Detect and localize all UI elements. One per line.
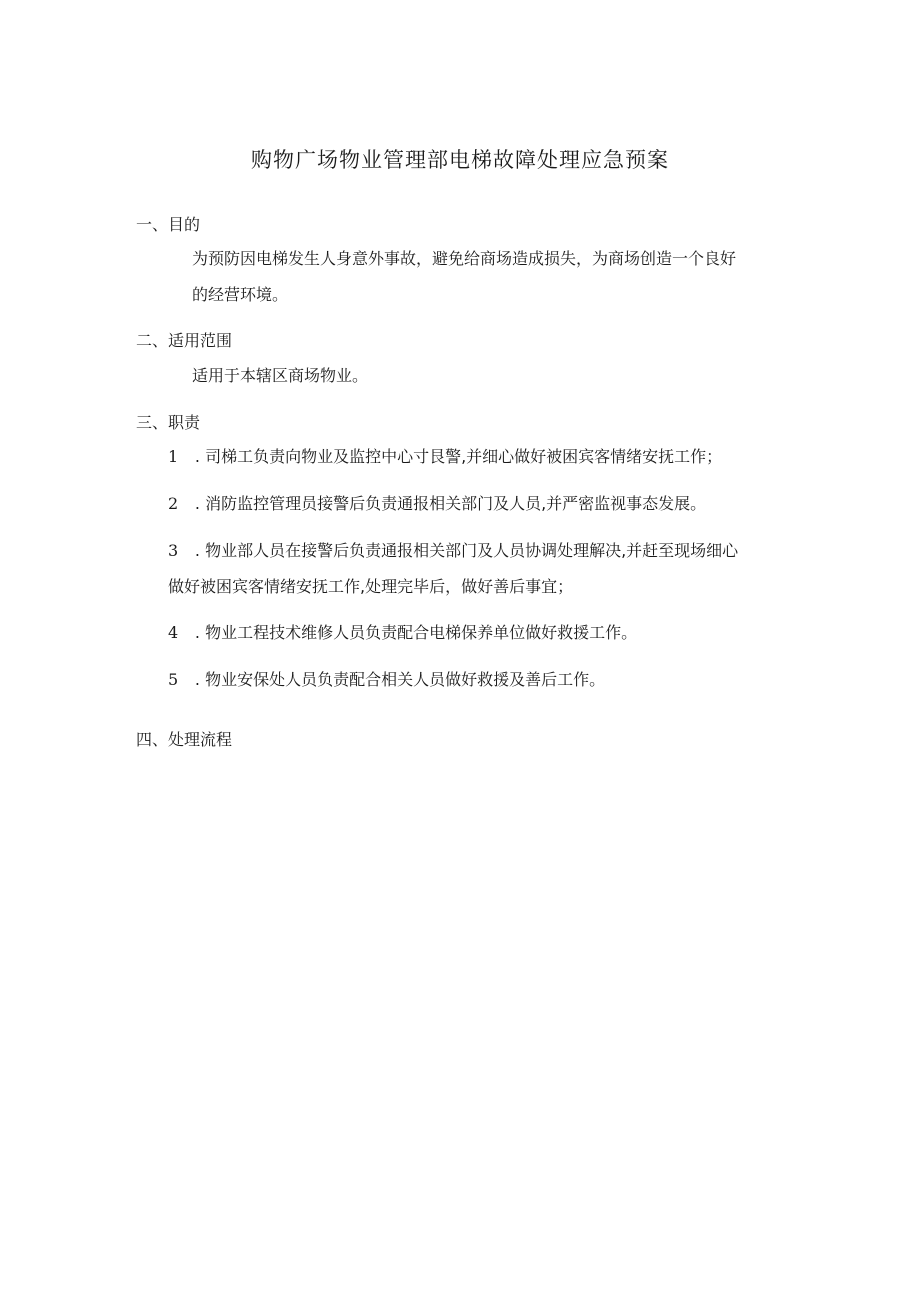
duty-number: 5 — [168, 670, 179, 689]
duty-item-5: 5 . 物业安保处人员负责配合相关人员做好救援及善后工作。 — [168, 670, 606, 689]
purpose-line-1: 为预防因电梯发生人身意外事故，避免给商场造成损失，为商场创造一个良好 — [192, 249, 737, 268]
duty-item-1: 1 . 司梯工负责向物业及监控中心寸艮警,并细心做好被困宾客情绪安抚工作； — [168, 447, 723, 466]
duty-item-4: 4 . 物业工程技术维修人员负责配合电梯保养单位做好救援工作。 — [168, 623, 638, 642]
duty-number: 2 — [168, 494, 179, 513]
duty-number: 1 — [168, 447, 179, 466]
duty-text: 物业部人员在接警后负责通报相关部门及人员协调处理解决,并赶至现场细心 — [205, 541, 739, 560]
scope-paragraph: 适用于本辖区商场物业。 — [192, 366, 369, 385]
section-heading-purpose: 一、目的 — [136, 215, 201, 234]
duty-text: 物业安保处人员负责配合相关人员做好救援及善后工作。 — [205, 670, 606, 689]
duty-number: 4 — [168, 623, 179, 642]
duty-item-3-continued: 做好被困宾客情绪安抚工作,处理完毕后，做好善后事宜； — [168, 577, 574, 596]
duty-text: 消防监控管理员接警后负责通报相关部门及人员,并严密监视事态发展。 — [205, 494, 707, 513]
duty-item-2: 2 . 消防监控管理员接警后负责通报相关部门及人员,并严密监视事态发展。 — [168, 494, 707, 513]
section-heading-process: 四、处理流程 — [136, 730, 233, 749]
purpose-paragraph — [192, 248, 736, 270]
document-title: 购物广场物业管理部电梯故障处理应急预案 — [251, 148, 669, 172]
duty-item-3: 3 . 物业部人员在接警后负责通报相关部门及人员协调处理解决,并赶至现场细心 — [168, 541, 739, 560]
purpose-line-2: 的经营环境。 — [192, 285, 289, 304]
duty-text: 司梯工负责向物业及监控中心寸艮警,并细心做好被困宾客情绪安抚工作； — [205, 447, 723, 466]
purpose-paragraph-continued — [192, 284, 288, 306]
duty-number: 3 — [168, 541, 179, 560]
section-heading-duties: 三、职责 — [136, 413, 201, 432]
duty-text: 物业工程技术维修人员负责配合电梯保养单位做好救援工作。 — [205, 623, 638, 642]
section-heading-scope: 二、适用范围 — [136, 331, 233, 350]
